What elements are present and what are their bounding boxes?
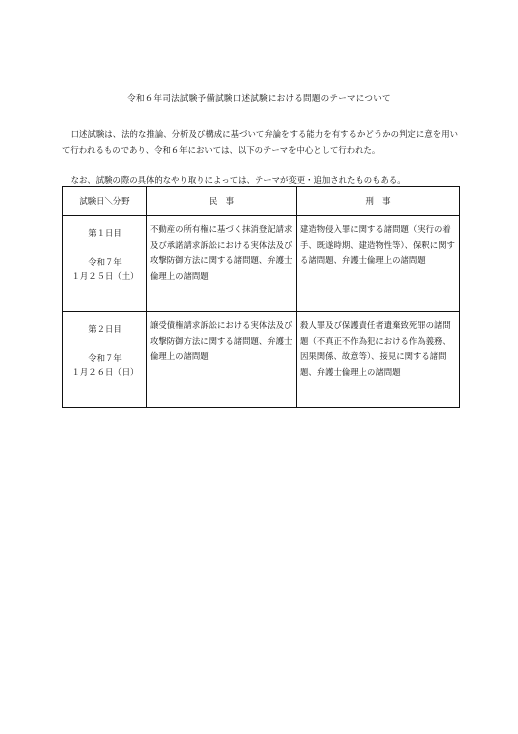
document-title: 令和６年司法試験予備試験口述試験における問題のテーマについて	[127, 94, 391, 104]
themes-table	[62, 186, 460, 408]
exam-date-label: １月２５日（土）	[71, 271, 139, 281]
note-paragraph: なお、試験の際の具体的なやり取りによっては、テーマが変更・追加されたものもある。	[70, 175, 406, 186]
criminal-theme-cell: 殺人罪及び保護責任者遺棄致死罪の諸問題（不真正不作為犯における作為義務、因果関係、故意等）、接見に関する諸問題、弁護士倫理上の諸問題	[297, 312, 460, 408]
exam-date-label: １月２６日（日）	[71, 367, 139, 377]
header-civil: 民 事	[147, 187, 297, 216]
civil-theme-cell: 譲受債権請求訴訟における実体法及び攻撃防御方法に関する諸問題、弁護士倫理上の諸問題	[147, 312, 297, 408]
intro-paragraph: 口述試験は、法的な推論、分析及び構成に基づいて弁論をする能力を有するかどうかの判定に意を用いて行われるものであり、令和６年においては、以下のテーマを中心として行われた。	[62, 129, 458, 155]
criminal-theme-cell: 建造物侵入罪に関する諸問題（実行の着手、既遂時期、建造物性等）、保釈に関する諸問題、弁護士倫理上の諸問題	[297, 216, 460, 312]
civil-theme-cell: 不動産の所有権に基づく抹消登記請求及び承諾請求訴訟における実体法及び攻撃防御方法に関する諸問題、弁護士倫理上の諸問題	[147, 216, 297, 312]
exam-day-label: 第２日目	[88, 324, 122, 334]
exam-era-label: 令和７年	[88, 353, 122, 363]
table-row	[63, 216, 460, 312]
header-criminal: 刑 事	[297, 187, 460, 216]
exam-day-label: 第１日目	[88, 228, 122, 238]
exam-era-label: 令和７年	[88, 257, 122, 267]
table-header-row	[63, 187, 460, 216]
exam-day-cell	[63, 216, 147, 312]
header-exam-day: 試験日＼分野	[63, 187, 147, 216]
exam-day-cell	[63, 312, 147, 408]
table-row	[63, 312, 460, 408]
